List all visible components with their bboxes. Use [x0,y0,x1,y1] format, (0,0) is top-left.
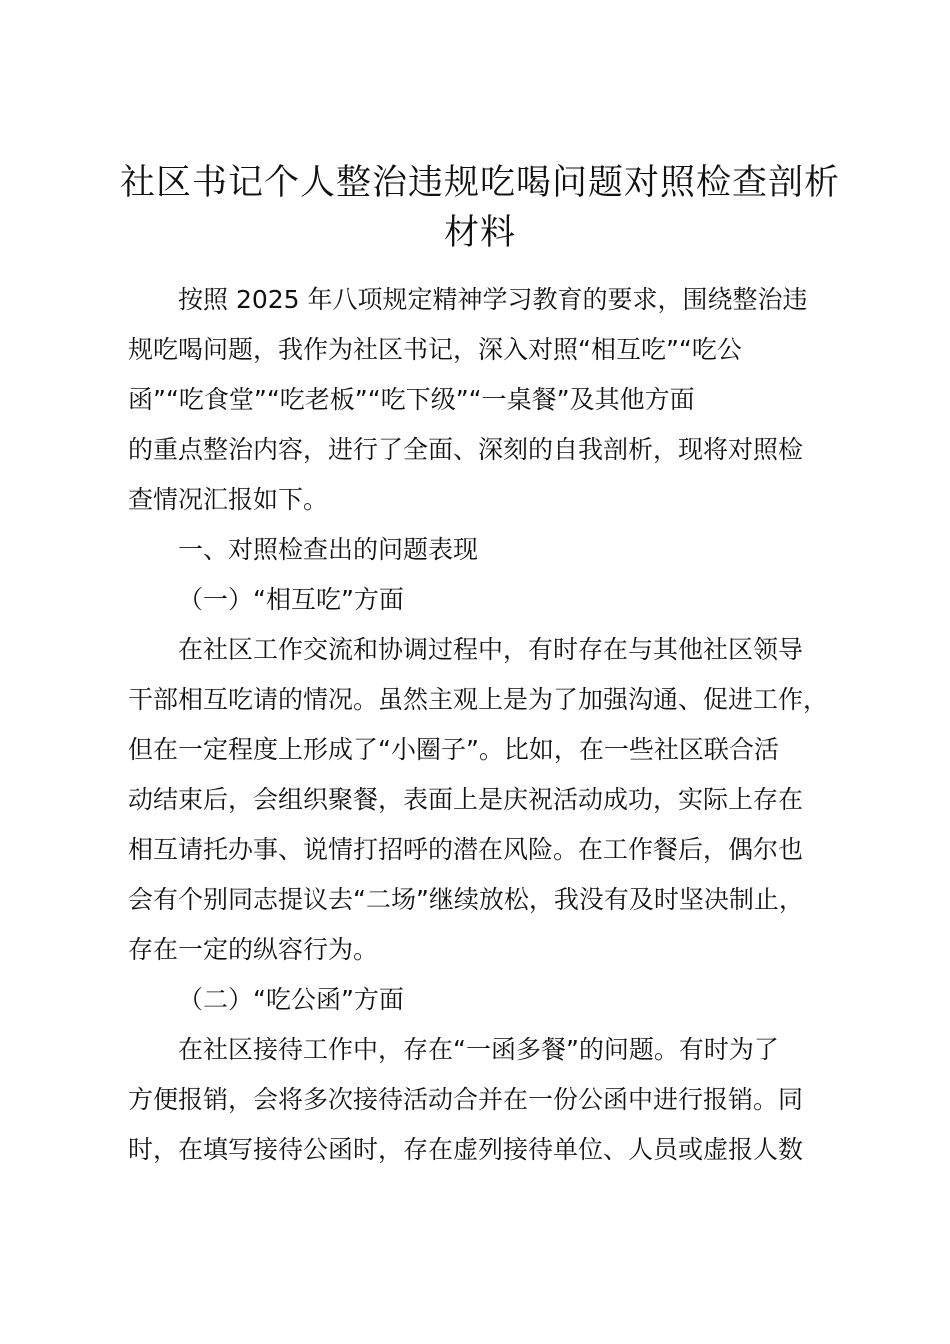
paragraph-line: 在社区接待工作中，存在“一函多餐”的问题。有时为了 [178,1035,779,1064]
subsection-heading: （二）“吃公函”方面 [178,985,404,1014]
paragraph-line: 动结束后，会组织聚餐，表面上是庆祝活动成功，实际上存在 [128,785,804,814]
document-title: 社区书记个人整治违规吃喝问题对照检查剖析 [119,163,840,203]
document-title-continued: 材料 [443,213,516,253]
paragraph-line: 会有个别同志提议去“二场”继续放松，我没有及时坚决制止， [128,885,804,914]
paragraph-line: 规吃喝问题，我作为社区书记，深入对照“相互吃”“吃公 [128,335,742,364]
paragraph-line: 时，在填写接待公函时，存在虚列接待单位、人员或虚报人数 [128,1135,804,1164]
paragraph-line: 干部相互吃请的情况。虽然主观上是为了加强沟通、促进工作， [128,685,829,714]
paragraph-line: 按照 2025 年八项规定精神学习教育的要求，围绕整治违 [178,285,808,314]
paragraph-line: 函”“吃食堂”“吃老板”“吃下级”“一桌餐”及其他方面 [128,385,695,414]
paragraph-line: 在社区工作交流和协调过程中，有时存在与其他社区领导 [178,635,804,664]
paragraph-line: 的重点整治内容，进行了全面、深刻的自我剖析，现将对照检 [128,435,804,464]
paragraph-line: 查情况汇报如下。 [128,485,329,514]
paragraph-line: 存在一定的纵容行为。 [128,935,379,964]
paragraph-line: 相互请托办事、说情打招呼的潜在风险。在工作餐后，偶尔也 [128,835,804,864]
subsection-heading: （一）“相互吃”方面 [178,585,404,614]
paragraph-line: 但在一定程度上形成了“小圈子”。比如，在一些社区联合活 [128,735,779,764]
paragraph-line: 方便报销，会将多次接待活动合并在一份公函中进行报销。同 [128,1085,804,1114]
section-heading: 一、对照检查出的问题表现 [178,535,479,564]
